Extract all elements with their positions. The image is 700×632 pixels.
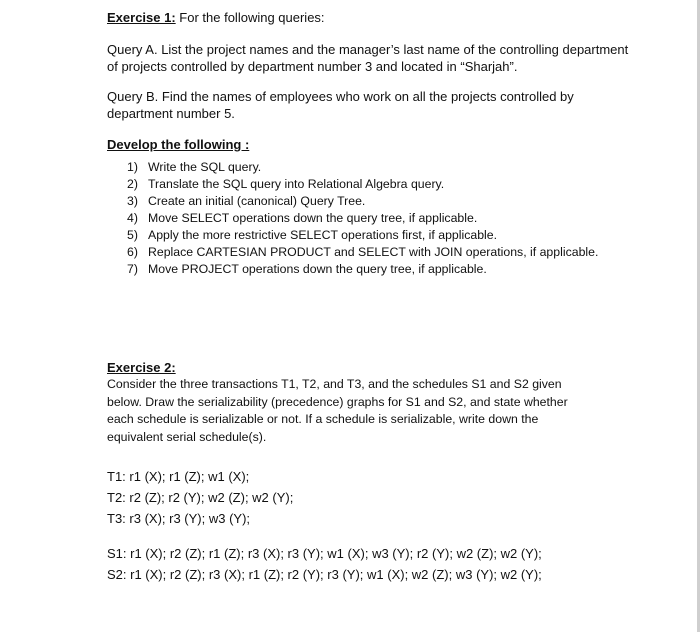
step-number: 4) [127,211,138,225]
query-b-line-1: Query B. Find the names of employees who work on all the projects controlled by [107,89,574,104]
list-item [127,159,598,176]
exercise2-heading: Exercise 2: [107,360,176,375]
schedule-s2: S2: r1 (X); r2 (Z); r3 (X); r1 (Z); r2 (Y); r3 (Y); w1 (X); w2 (Z); w3 (Y); w2 (Y); [107,567,542,582]
query-b [107,88,622,122]
step-text: Apply the more restrictive SELECT operations first, if applicable. [148,228,498,242]
step-text: Create an initial (canonical) Query Tree. [148,194,366,208]
exercise1-title [107,9,622,26]
steps-list [127,159,598,278]
description-line-3: each schedule is serializable or not. If a schedule is serializable, write down the [107,412,539,426]
description-line-1: Consider the three transactions T1, T2, and T3, and the schedules S1 and S2 given [107,377,562,391]
step-text: Move PROJECT operations down the query tree, if applicable. [148,262,487,276]
exercise1-heading: Exercise 1: [107,10,176,25]
exercise2-title [107,359,622,376]
step-text: Translate the SQL query into Relational Algebra query. [148,177,445,191]
step-number: 3) [127,194,138,208]
query-a [107,41,629,75]
list-item [127,244,598,261]
schedules [107,543,542,585]
list-item [127,176,598,193]
transaction-t1: T1: r1 (X); r1 (Z); w1 (X); [107,469,250,484]
transaction-t3: T3: r3 (X); r3 (Y); w3 (Y); [107,511,251,526]
exercise2-description [107,376,622,446]
query-b-line-2: department number 5. [107,106,235,121]
develop-heading [107,136,622,153]
step-text: Move SELECT operations down the query tree, if applicable. [148,211,478,225]
description-line-4: equivalent serial schedule(s). [107,429,267,444]
step-number: 1) [127,160,138,174]
step-number: 6) [127,245,138,259]
transaction-t2: T2: r2 (Z); r2 (Y); w2 (Z); w2 (Y); [107,490,294,505]
develop-heading-text: Develop the following : [107,137,250,152]
step-number: 2) [127,177,138,191]
step-number: 7) [127,262,138,276]
exercise1-intro: For the following queries: [179,10,325,25]
list-item [127,210,598,227]
transactions [107,466,293,529]
schedule-s1: S1: r1 (X); r2 (Z); r1 (Z); r3 (X); r3 (Y); w1 (X); w3 (Y); r2 (Y); w2 (Z); w2 (Y); [107,546,542,561]
query-a-line-2: of projects controlled by department number 3 and located in “Sharjah”. [107,59,518,74]
description-line-2: below. Draw the serializability (precedence) graphs for S1 and S2, and state whether [107,394,568,409]
query-a-line-1: Query A. List the project names and the manager’s last name of the controlling department [107,42,629,57]
list-item [127,193,598,210]
list-item [127,261,598,278]
step-text: Write the SQL query. [148,160,262,174]
list-item [127,227,598,244]
step-text: Replace CARTESIAN PRODUCT and SELECT with JOIN operations, if applicable. [148,245,599,259]
step-number: 5) [127,228,138,242]
